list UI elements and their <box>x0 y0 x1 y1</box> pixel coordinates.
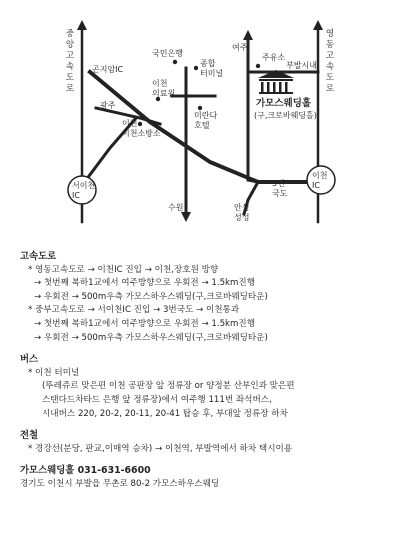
venue-sub-label: (구,크로바웨딩홀) <box>254 111 317 120</box>
gwangju-label: 광주 <box>100 101 116 110</box>
svg-text:고: 고 <box>325 51 335 61</box>
terminal-dot <box>194 66 198 70</box>
train-line: * 경강선(분당, 판교,이매역 승차) → 이천역, 부발역에서 하차 택시이용 <box>28 443 293 454</box>
bus-line: 시내버스 220, 20-2, 20-11, 20-41 탑승 후, 부대앞 정류장 하차 <box>42 408 288 419</box>
svg-text:동: 동 <box>325 40 335 50</box>
expressway-left-label <box>66 29 75 94</box>
bus-line: * 이천 터미널 <box>28 367 80 378</box>
seoicheon-ic-label: 서이천 IC <box>72 181 96 200</box>
terminal-label: 종합 터미널 <box>200 59 224 78</box>
yeoju-label: 여주 <box>232 43 248 52</box>
train-title: 전철 <box>20 430 39 442</box>
svg-text:속: 속 <box>325 62 335 72</box>
gas-station-label: 주유소 <box>262 53 286 62</box>
svg-text:앙: 앙 <box>65 40 75 50</box>
location-map <box>0 0 400 240</box>
svg-text:도: 도 <box>65 73 75 83</box>
expressway-left-arrow-icon <box>77 20 87 30</box>
expressway-line: * 중부고속도로 → 서이천IC 진입 → 3번국도 → 이천통과 <box>28 305 240 316</box>
miranda-dot <box>198 106 202 110</box>
expressway-title: 고속도로 <box>20 251 57 262</box>
kookmin-bank-label: 국민은행 <box>152 49 183 58</box>
directions-panel <box>20 246 390 492</box>
expressway-right-arrow-icon <box>313 20 323 30</box>
svg-text:속: 속 <box>65 62 75 72</box>
bus-line: 스탠다드차타드 은행 앞 정류장)에서 여주행 111번 좌석버스, <box>42 394 272 405</box>
expressway-line: → 첫번째 복하1교에서 여주방향으로 우회전 → 1.5km진행 <box>34 318 256 329</box>
expressway-line: * 영동고속도로 → 이천IC 진입 → 이천,장호원 방향 <box>28 264 219 275</box>
suwon-arrow-icon <box>181 212 191 222</box>
gas-station-dot <box>256 64 260 68</box>
wedding-hall-building-icon <box>258 70 294 94</box>
svg-text:도: 도 <box>325 73 335 83</box>
svg-text:로: 로 <box>65 84 75 94</box>
bus-title: 버스 <box>20 354 39 366</box>
contact-address: 경기도 이천시 부발읍 무촌로 80-2 가모스하우스웨딩 <box>20 478 220 489</box>
kookmin-bank-dot <box>173 60 177 64</box>
miranda-label: 미란다 호텔 <box>194 111 218 130</box>
fire-station-dot <box>138 122 142 126</box>
svg-text:영: 영 <box>325 29 335 39</box>
icheon-fire-label: 이천 이천소방소 <box>122 119 161 138</box>
venue-label: 가모스웨딩홀 <box>256 98 312 109</box>
bus-line: (뚜레쥬르 맞은편 이천 공판장 앞 정류장 or 양정분 산부인과 맞은편 <box>42 381 295 392</box>
expressway-right-label <box>326 28 335 94</box>
bubal-label: 부발시내 <box>286 61 317 70</box>
contact-title: 가모스웨딩홀 031-631-6600 <box>20 465 151 477</box>
route3-label: 3번 국도 <box>272 179 288 198</box>
icheon-hospital-label: 이천 의료원 <box>152 79 176 98</box>
gonjiam-ic-label: 곤지암IC <box>92 65 124 74</box>
suwon-label: 수원 <box>168 203 184 212</box>
yeoju-arrow-icon <box>243 30 253 40</box>
svg-text:중: 중 <box>65 29 75 39</box>
svg-text:로: 로 <box>325 84 335 94</box>
icheon-ic-label: 이천 IC <box>312 171 328 190</box>
expressway-line: → 첫번째 복하1교에서 여주방향으로 우회전 → 1.5km진행 <box>34 278 256 289</box>
expressway-line: → 우회전 → 500m우측 가모스하우스웨딩(구,크로바웨딩타운) <box>34 291 268 302</box>
svg-text:고: 고 <box>65 51 75 61</box>
expressway-line: → 우회전 → 500m우측 가모스하우스웨딩(구,크로바웨딩타운) <box>34 332 268 343</box>
anseong-label: 안성 성성 <box>234 203 250 222</box>
